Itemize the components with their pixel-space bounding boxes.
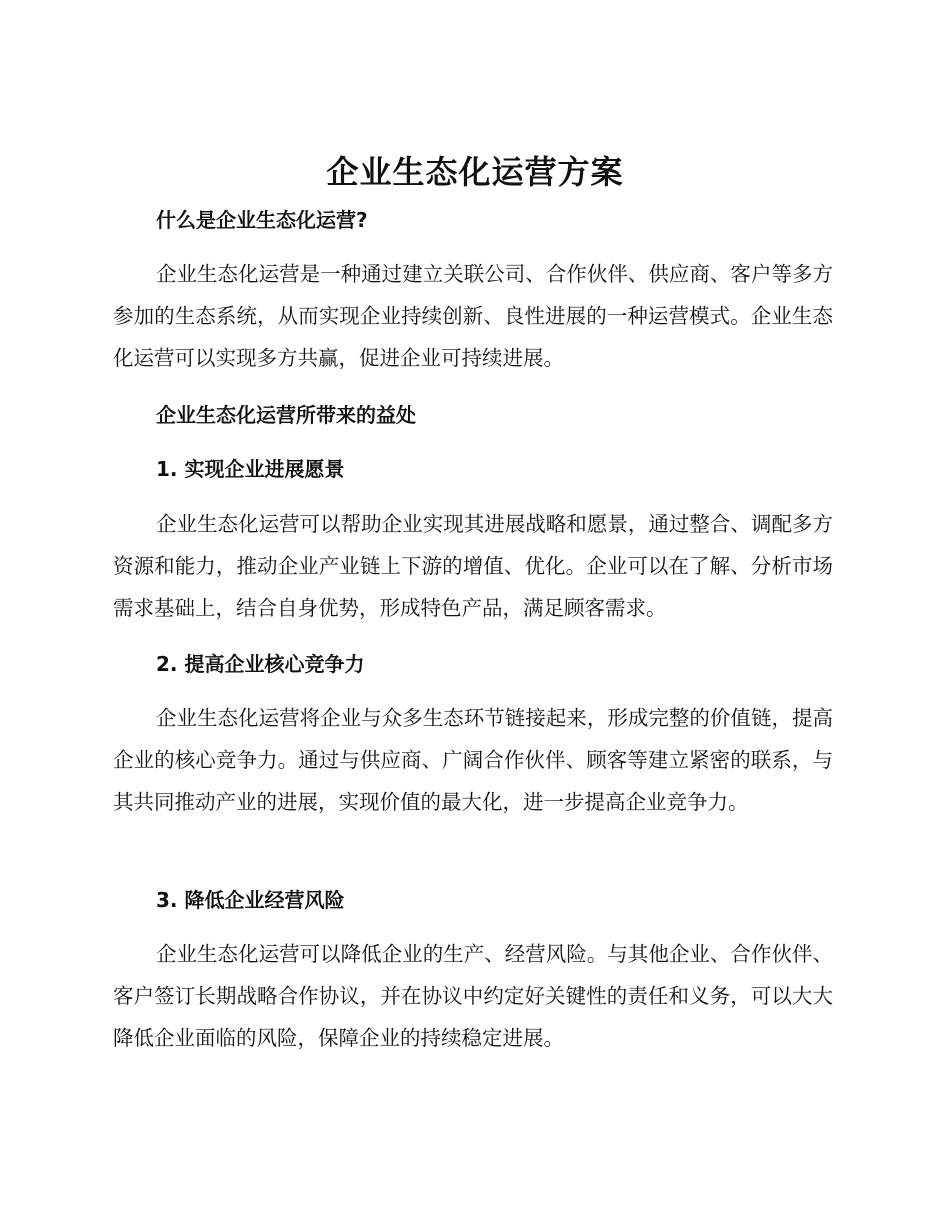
- section-heading-risk: 3. 降低企业经营风险: [156, 888, 345, 912]
- document-title: 企业生态化运营方案: [326, 153, 624, 191]
- section-heading-competitiveness: 2. 提高企业核心竞争力: [156, 652, 365, 676]
- section-paragraph-risk: 企业生态化运营可以降低企业的生产、经营风险。与其他企业、合作伙伴、客户签订长期战略合作协议，并在协议中约定好关键性的责任和义务，可以大大降低企业面临的风险，保障企业的持续稳定进展。: [113, 942, 833, 1050]
- section-heading-vision: 1. 实现企业进展愿景: [156, 457, 345, 481]
- section-paragraph-vision: 企业生态化运营可以帮助企业实现其进展战略和愿景，通过整合、调配多方资源和能力，推动企业产业链上下游的增值、优化。企业可以在了解、分析市场需求基础上，结合自身优势，形成特色产品，满足顾客需求。: [113, 512, 833, 620]
- section-heading-what-is: 什么是企业生态化运营?: [156, 208, 368, 232]
- section-paragraph-competitiveness: 企业生态化运营将企业与众多生态环节链接起来，形成完整的价值链，提高企业的核心竞争力。通过与供应商、广阔合作伙伴、顾客等建立紧密的联系，与其共同推动产业的进展，实现价值的最大化，进一步提高企业竞争力。: [113, 706, 833, 814]
- section-paragraph-what-is: 企业生态化运营是一种通过建立关联公司、合作伙伴、供应商、客户等多方参加的生态系统，从而实现企业持续创新、良性进展的一种运营模式。企业生态化运营可以实现多方共赢，促进企业可持续进展。: [113, 262, 833, 370]
- section-heading-benefits: 企业生态化运营所带来的益处: [156, 403, 416, 427]
